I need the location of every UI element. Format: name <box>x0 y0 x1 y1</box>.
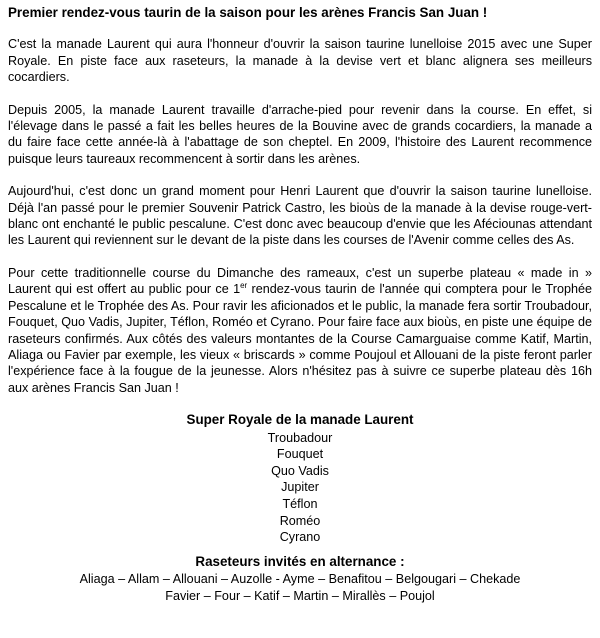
bull-list <box>8 430 592 546</box>
raseteurs-line-1: Aliaga – Allam – Allouani – Auzolle - Ayme – Benafitou – Belgougari – Chekade <box>79 572 521 587</box>
super-royale-heading: Super Royale de la manade Laurent <box>186 412 414 428</box>
bull-name: Téflon <box>282 496 318 511</box>
bull-name: Fouquet <box>276 447 324 462</box>
article-title: Premier rendez-vous taurin de la saison pour les arènes Francis San Juan ! <box>8 5 488 20</box>
article-paragraph-1: C'est la manade Laurent qui aura l'honneur d'ouvrir la saison taurine lunelloise 2015 avec une Super Royale. En piste face aux raseteurs, la manade à la devise vert et blanc alignera ses meilleurs cocardiers. <box>8 37 592 85</box>
raseteurs-line-2: Favier – Four – Katif – Martin – Mirallès – Poujol <box>165 588 435 603</box>
bull-name: Quo Vadis <box>271 463 329 478</box>
article-paragraph-3: Aujourd'hui, c'est donc un grand moment pour Henri Laurent que d'ouvrir la saison taurine lunelloise. Déjà l'an passé pour le premier Souvenir Patrick Castro, les bioùs de la manade à la devise rouge-vert-blanc ont enchanté le public pescalune. C'est donc avec beaucoup d'envie que les Aféciounas attendant les Laurent qui reviennent sur le devant de la piste dans les courses de l'Avenir comme celles des As. <box>8 184 592 248</box>
bull-name: Jupiter <box>281 480 319 495</box>
bull-name: Cyrano <box>279 530 321 545</box>
article-paragraph-4 <box>8 265 592 396</box>
ordinal-superscript: er <box>240 281 248 291</box>
raseteurs-heading: Raseteurs invités en alternance : <box>195 553 405 569</box>
paragraph-4-text-start: Pour cette traditionnelle course du Dimanche des rameaux, c'est un superbe plateau « made in » Laurent qui est offert au public pour ce 1 <box>8 265 592 297</box>
article-paragraph-2: Depuis 2005, la manade Laurent travaille d'arrache-pied pour revenir dans la course. En effet, si l'élevage dans le passé a fait les belles heures de la Bouvine avec de grands cocardiers, la manade a du faire face cette année-là à l'abattage de son cheptel. En 2009, l'histoire des Laurent recommence puisque leurs taureaux recommencent à sortir dans les arènes. <box>8 102 592 166</box>
super-royale-section <box>8 412 592 604</box>
bull-name: Troubadour <box>267 430 333 445</box>
bull-name: Roméo <box>279 513 321 528</box>
paragraph-4-text-end: rendez-vous taurin de l'année qui comptera pour le Trophée Pescalune et le Trophée des As. Pour ravir les aficionados et le public, la manade fera sortir Troubadour, Fouquet, Quo Vadis, Jupiter, Téflon, Roméo et Cyrano. Pour faire face aux bioùs, en piste une équipe de raseteurs confirmés. Aux côtés des valeurs montantes de la Course Camarguaise comme Katif, Martin, Aliaga ou Favier par exemple, les vieux « briscards » comme Poujoul et Allouani de la piste feront parler l'expérience face à la fougue de la jeunesse. Alors n'hésitez pas à suivre ce superbe plateau dès 16h aux arènes Francis San Juan ! <box>8 282 592 395</box>
